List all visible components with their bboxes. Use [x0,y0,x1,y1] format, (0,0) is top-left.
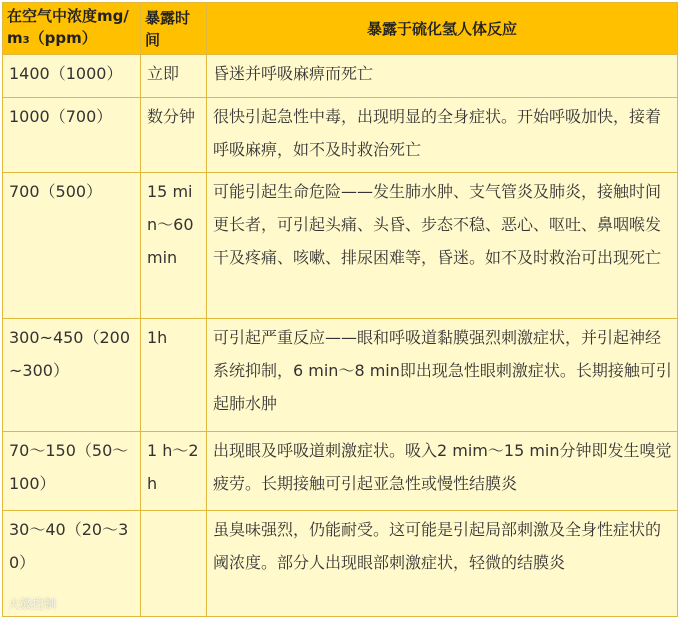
cell-concentration: 300~450（200~300） [3,319,141,432]
header-concentration-sub: 3 [22,35,30,46]
table-row [3,432,678,511]
cell-time [141,511,207,617]
cell-concentration: 30～40（20～30） [3,511,141,617]
cell-reaction: 虽臭味强烈，仍能耐受。这可能是引起局部刺激及全身性症状的阈浓度。部分人出现眼部刺激症状，轻微的结膜炎 [207,511,678,617]
cell-concentration: 700（500） [3,173,141,319]
cell-reaction: 很快引起急性中毒，出现明显的全身症状。开始呼吸加快，接着呼吸麻痹，如不及时救治死亡 [207,98,678,173]
cell-time: 立即 [141,55,207,98]
header-reaction: 暴露于硫化氢人体反应 [207,3,678,55]
cell-time: 15 min～60min [141,173,207,319]
table-row [3,319,678,432]
cell-concentration: 1000（700） [3,98,141,173]
header-concentration-main: 在空气中浓度mg/m [7,7,129,47]
table-row [3,55,678,98]
cell-concentration: 1400（1000） [3,55,141,98]
cell-time: 1h [141,319,207,432]
header-exposure-time: 暴露时间 [141,3,207,55]
cell-reaction: 昏迷并呼吸麻痹而死亡 [207,55,678,98]
h2s-exposure-table [2,2,678,617]
cell-reaction: 出现眼及呼吸道刺激症状。吸入2 mim～15 min分钟即发生嗅觉疲劳。长期接触可引起亚急性或慢性结膜炎 [207,432,678,511]
cell-time: 数分钟 [141,98,207,173]
table-row [3,98,678,173]
cell-reaction: 可能引起生命危险——发生肺水肿、支气管炎及肺炎，接触时间更长者，可引起头痛、头昏、步态不稳、恶心、呕吐、鼻咽喉发干及疼痛、咳嗽、排尿困难等，昏迷。如不及时救治可出现死亡 [207,173,678,319]
cell-concentration: 70～150（50～100） [3,432,141,511]
header-concentration-tail: （ppm） [29,29,97,47]
watermark: 大鼓控制 [8,597,57,611]
cell-reaction: 可引起严重反应——眼和呼吸道黏膜强烈刺激症状，并引起神经系统抑制，6 min～8 min即出现急性眼刺激症状。长期接触可引起肺水肿 [207,319,678,432]
table-row [3,173,678,319]
cell-time: 1 h～2 h [141,432,207,511]
header-concentration [3,3,141,55]
header-row [3,3,678,55]
table-row [3,511,678,617]
